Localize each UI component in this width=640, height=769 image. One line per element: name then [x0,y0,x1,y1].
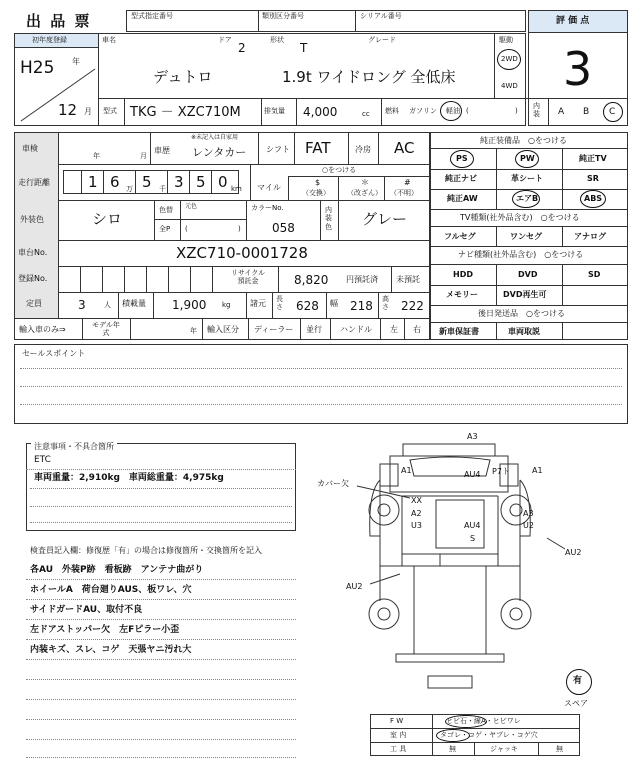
paren-open: ( [185,225,188,233]
capacity-label: 定員 [26,299,42,308]
color-number-label: カラーNo. [251,204,284,212]
damage-au2-left: AU2 [346,582,363,591]
exterior-color-label: 外装色 [20,215,44,224]
inspector-line-5: 内装キズ、スレ、コゲ 天張ヤニ汚れ大 [30,645,192,655]
color-change-label: 色替 [159,206,173,214]
car-name-value: デュトロ [153,68,213,86]
damage-u2-right: U2 [523,521,534,530]
model-number-label: 型式指定番号 [131,12,173,20]
import-dealer: ディーラー [254,325,294,334]
navi-dvd: DVD [518,270,538,279]
equip-ps-circle [450,150,474,168]
dimensions-label: 諸元 [250,299,266,308]
mileage-digit-5: 5 [196,173,206,191]
interior-grade-circle [603,102,623,122]
inspection-label: 車検 [22,144,38,153]
type-value: TKG － XZC710M [130,105,241,120]
damage-a2: A2 [411,509,422,518]
navi-hdd: HDD [453,270,473,279]
docs-manual: 車両取説 [508,327,540,336]
fuel-diesel-circle [440,101,462,121]
tv-oneseg: ワンセグ [510,232,542,241]
mileage-digit-6: 0 [218,173,228,191]
ac-value: AC [394,139,415,157]
shift-label: シフト [266,145,290,154]
interior-grade-a: A [558,107,565,117]
history-label: 車歴 [154,146,170,155]
type-label: 型式 [103,107,117,115]
au2-right-pointer [545,536,567,552]
notes-box [26,443,296,531]
score-label: 評 価 点 [556,16,590,26]
inspector-line-3: サイドガードAU、取付不良 [30,605,143,615]
load-label: 積載量 [122,299,146,308]
au2-left-pointer [368,572,402,586]
inspector-line-1: 各AU 外装P跡 看板跡 アンテナ曲がり [30,565,204,575]
load-unit: kg [222,301,231,309]
import-parallel: 並行 [306,325,322,334]
displacement-value: 4,000 [303,105,338,119]
mileage-circle-note: ○をつける [322,166,357,174]
navi-dvd-play: DVD再生可 [503,290,547,299]
equip-pw-circle [515,150,539,168]
interior-grade-b: B [583,107,590,117]
spare-label: スペア [564,699,588,708]
damage-a1-right: A1 [532,466,543,475]
exchange-label: （交換） [302,189,330,197]
equip-airbag: エアB [516,194,539,203]
tool-label: 工 具 [390,745,407,753]
history-value: レンタカー [192,146,247,159]
docs-warranty: 新車保証書 [439,327,479,336]
import-label: 輸入車のみ⇒ [19,325,66,334]
fw-label: F W [390,717,404,725]
interior-grade-c: C [609,107,616,117]
first-registration-label: 初年度登録 [32,36,67,44]
original-color-label: 元色 [185,203,198,210]
displacement-label: 排気量 [264,107,285,115]
height-value: 222 [401,299,424,313]
vehicle-damage-diagram [340,436,570,698]
spare-value: 有 [573,676,583,686]
import-class-label: 輸入区分 [207,325,239,334]
inspector-title: 検査員記入欄：修復歴「有」の場合は修復箇所・交換箇所を記入 [30,546,262,555]
registration-month: 12 [58,101,78,119]
model-number-header-row [126,10,526,32]
mileage-man-unit: 万 [126,185,133,193]
registration-label: 登録No. [18,274,48,283]
height-label: 高さ [382,295,389,312]
mile-label: マイル [257,183,281,192]
class-number-label: 類別区分番号 [262,12,304,20]
drive-4wd: 4WD [501,82,518,90]
room-label: 室 内 [390,731,407,739]
damage-p-trace: P7ト [492,467,510,476]
notes-line-2: 車両重量：2,910kg 車両総重量：4,975kg [34,473,224,483]
equip-airbag-circle [512,190,540,208]
equip-tv: 純正TV [579,154,607,163]
mileage-km-unit: km [231,185,242,193]
length-label: 長さ [276,295,283,312]
model-year-label: モデル年式 [92,321,120,338]
cc-unit: cc [362,110,370,118]
cover-pointer [355,484,415,500]
mileage-digit-3: 5 [142,173,152,191]
notes-line-1: ETC [34,455,51,465]
tv-type-title: TV種類(社外品含む) ○をつける [460,213,580,222]
equip-pw: PW [520,154,535,163]
fuel-diesel: 軽油 [446,107,460,115]
modified-label: （改ざん） [347,189,382,197]
recycle-label: リサイクル預託金 [230,269,266,286]
color-number-value: 058 [272,221,295,235]
ac-label: 冷房 [355,145,371,154]
drive-2wd: 2WD [501,55,518,63]
sales-point-label: セールスポイント [22,349,86,358]
jack-label: ジャッキ [490,745,518,753]
fw-value: ヒビ石・線A・ヒビワレ [446,717,521,725]
fuel-gasoline: ガソリン [409,107,437,115]
paren-close: ) [238,225,241,233]
year-unit: 年 [72,57,80,66]
fw-hibi-circle [445,715,487,728]
equip-abs: ABS [584,194,603,203]
score-value: 3 [563,42,593,96]
damage-a3-right: A3 [523,509,534,518]
mileage-digit-1: 1 [88,173,98,191]
fuel-other-open: ( [466,107,469,115]
registration-era-year: H25 [20,58,55,78]
handle-right: 右 [413,325,421,334]
fuel-label: 燃料 [385,107,399,115]
damage-s: S [470,534,476,543]
navi-sd: SD [588,270,601,279]
damage-au2-right: AU2 [565,548,582,557]
mileage-digit-4: 3 [174,173,184,191]
recycle-pending: 未預託 [396,275,420,284]
grade-value: 1.9t ワイドロング 全低床 [282,68,456,86]
unknown-symbol: # [404,178,411,187]
equip-navi: 純正ナビ [445,174,477,183]
import-year-unit: 年 [190,327,197,335]
equip-ps: PS [456,154,468,163]
inspector-line-2: ホイールA 荷台廻りAUS、板ワレ、穴 [30,585,192,595]
drive-2wd-circle [497,49,521,70]
equip-abs-circle [580,190,606,208]
navi-memory: メモリー [446,290,478,299]
exchange-symbol: $ [315,178,321,187]
exterior-color-value: シロ [92,210,123,228]
capacity-value: 3 [78,298,86,312]
doors-label: ドア [218,36,232,44]
modified-symbol: ＊ [361,178,369,187]
room-circle [436,729,470,742]
drive-label: 駆動 [499,36,513,44]
history-note: ※未記入は自家用 [191,134,239,141]
inspection-month-unit: 月 [140,152,147,160]
serial-number-label: シリアル番号 [360,12,402,20]
interior-label: 内装 [533,102,540,119]
damage-a3: A3 [467,432,478,441]
handle-left: 左 [390,325,398,334]
equip-aw: 純正AW [447,194,478,203]
damage-a1-left: A1 [401,466,412,475]
damage-u3-left: U3 [411,521,422,530]
inspector-line-4: 左ドアストッパー欠 左Fピラー小歪 [30,625,180,635]
damage-au4-top: AU4 [464,470,481,479]
length-value: 628 [296,299,319,313]
shape-value: T [300,41,308,55]
recycle-value: 8,820 [294,273,329,287]
doors-value: 2 [238,41,246,55]
width-value: 218 [350,299,373,313]
interior-color-label: 内装色 [325,206,332,231]
chassis-value: XZC710-0001728 [176,244,308,262]
sales-point-box [14,344,628,424]
docs-title: 後日発送品 ○をつける [478,309,565,318]
fuel-other-close: ) [515,107,518,115]
mileage-digit-2: 6 [110,173,120,191]
capacity-unit: 人 [104,301,111,309]
interior-color-value: グレー [362,210,408,228]
month-unit: 月 [84,107,92,116]
width-label: 幅 [330,299,338,308]
tv-analog: アナログ [574,232,606,241]
load-value: 1,900 [172,298,207,312]
room-value: タゴレ・コゲ・ヤブレ・コゲ穴 [440,731,538,739]
jack-none: 無 [556,745,563,753]
shape-label: 形状 [270,36,284,44]
genuine-equipment-title: 純正装備品 ○をつける [480,136,567,145]
damage-cover-missing: カバー欠 [317,479,349,488]
car-name-label: 車名 [102,36,116,44]
unknown-label: （不明） [390,189,418,197]
damage-xx: XX [411,496,422,505]
navi-type-title: ナビ種類(社外品含む) ○をつける [458,250,584,259]
page-title: 出 品 票 [26,12,92,30]
grade-label: グレード [368,36,396,44]
handle-label: ハンドル [340,325,372,334]
recycle-deposited: 円預託済 [346,275,378,284]
all-paint-label: 全P [159,225,171,233]
mileage-sen-unit: 千 [159,185,166,193]
mileage-label: 走行距離 [18,178,50,187]
damage-au4-center: AU4 [464,521,481,530]
inspection-year-unit: 年 [93,152,100,160]
equip-sr: SR [587,174,599,183]
shift-value: FAT [305,139,331,157]
equip-leather: 革シート [511,174,543,183]
chassis-label: 車台No. [18,248,48,257]
tv-fullseg: フルセグ [444,232,476,241]
tool-none: 無 [449,745,456,753]
notes-title: 注意事項・不具合箇所 [34,442,114,451]
